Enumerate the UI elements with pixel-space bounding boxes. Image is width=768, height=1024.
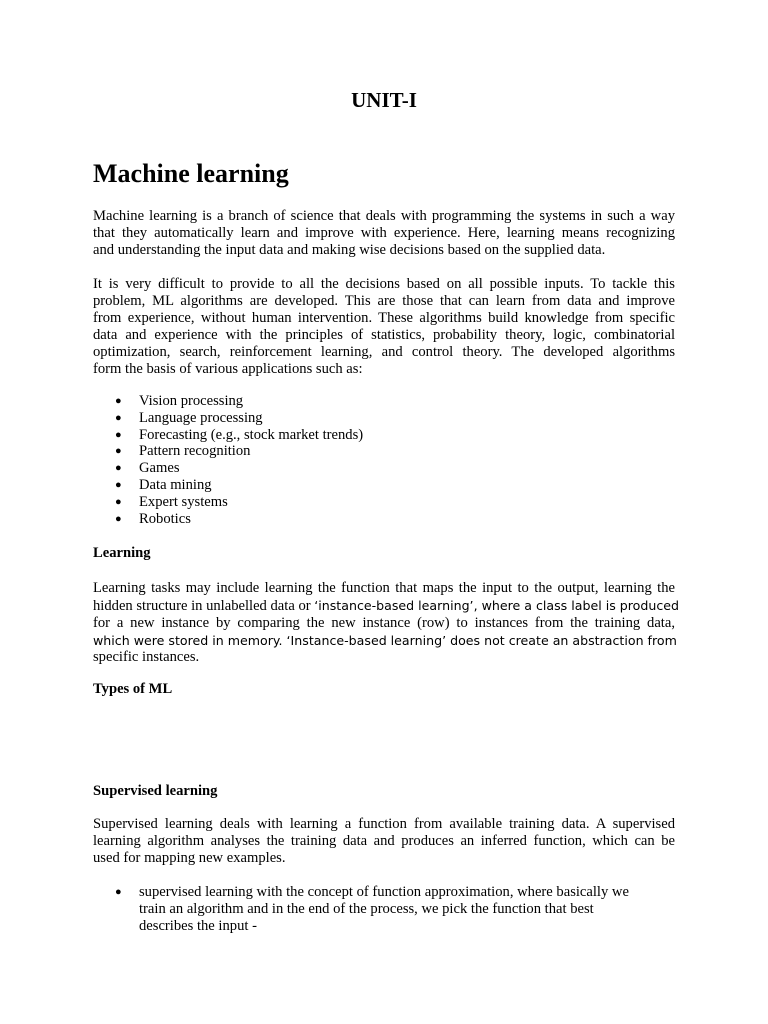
- paragraph-line: It is very difficult to provide to all the decisions based on all possible inputs. To tackle this: [93, 276, 675, 292]
- list-item: [93, 494, 363, 511]
- list-item: [93, 410, 363, 427]
- bullet-icon: ●: [115, 512, 122, 525]
- learning-paragraph: [93, 580, 680, 666]
- bullet-icon: ●: [115, 445, 122, 458]
- bullet-icon: ●: [115, 478, 122, 491]
- list-item: [93, 884, 675, 935]
- applications-list: [93, 393, 363, 527]
- list-item-label: Vision processing: [139, 393, 244, 409]
- main-heading: Machine learning: [93, 159, 289, 188]
- bullet-icon: ●: [115, 886, 122, 898]
- bullet-icon: ●: [115, 428, 122, 441]
- learning-heading: Learning: [93, 545, 151, 561]
- paragraph-line: used for mapping new examples.: [93, 850, 286, 866]
- types-of-ml-heading: Types of ML: [93, 681, 173, 697]
- paragraph-line: which were stored in memory. ‘Instance-based learning’ does not create an abstraction from: [93, 633, 677, 648]
- text-run: hidden structure in unlabelled data or: [93, 598, 315, 614]
- list-item: [93, 393, 363, 410]
- list-item: [93, 511, 363, 528]
- paragraph-line: problem, ML algorithms are developed. This are those that can learn from data and improve: [93, 293, 675, 309]
- paragraph-line: for a new instance by comparing the new instance (row) to instances from the training data,: [93, 615, 675, 631]
- list-item-label: Games: [139, 460, 180, 477]
- list-item: [93, 477, 363, 494]
- list-item-label: Forecasting (e.g., stock market trends): [139, 426, 364, 443]
- list-item-line: train an algorithm and in the end of the process, we pick the function that best: [139, 901, 594, 917]
- list-item: [93, 460, 363, 477]
- bullet-icon: ●: [115, 462, 122, 475]
- paragraph-line: specific instances.: [93, 649, 200, 665]
- list-item-line: supervised learning with the concept of function approximation, where basically we: [139, 884, 629, 900]
- list-item-label: Robotics: [139, 510, 191, 527]
- supervised-paragraph: [93, 816, 675, 867]
- list-item-label: Data mining: [139, 476, 212, 493]
- list-item: [93, 427, 363, 444]
- intro-line: that they automatically learn and improve with experience. Here, learning means recognizing: [93, 225, 675, 241]
- text-run: ‘instance-based learning’, where a class label is produced: [314, 598, 680, 613]
- list-item-line: describes the input -: [139, 918, 257, 934]
- intro-paragraph: [93, 208, 675, 259]
- bullet-icon: ●: [115, 411, 122, 424]
- list-item-label: Language processing: [139, 409, 263, 426]
- list-item-label: Expert systems: [139, 493, 228, 510]
- list-item: [93, 443, 363, 460]
- paragraph-line: Learning tasks may include learning the function that maps the input to the output, learning the: [93, 580, 675, 596]
- list-item-label: Pattern recognition: [139, 443, 251, 460]
- paragraph-line: Supervised learning deals with learning a function from available training data. A supervised: [93, 816, 675, 832]
- paragraph-line: learning algorithm analyses the training data and produces an inferred function, which can be: [93, 833, 675, 849]
- intro-line: and understanding the input data and making wise decisions based on the supplied data.: [93, 242, 606, 258]
- intro-line: Machine learning is a branch of science that deals with programming the systems in such a way: [93, 208, 675, 224]
- paragraph-line: from experience, without human intervention. These algorithms build knowledge from specific: [93, 310, 675, 326]
- bullet-icon: ●: [115, 395, 122, 407]
- supervised-list: [93, 884, 675, 935]
- paragraph-line: form the basis of various applications such as:: [93, 361, 363, 377]
- unit-title: UNIT-I: [351, 88, 417, 112]
- paragraph-line: optimization, search, reinforcement learning, and control theory. The developed algorithms: [93, 344, 675, 360]
- bullet-icon: ●: [115, 495, 122, 508]
- supervised-learning-heading: Supervised learning: [93, 783, 218, 799]
- paragraph-line: [93, 597, 680, 615]
- paragraph-line: data and experience with the principles of statistics, probability theory, logic, combinatorial: [93, 327, 675, 343]
- algorithms-paragraph: [93, 276, 675, 378]
